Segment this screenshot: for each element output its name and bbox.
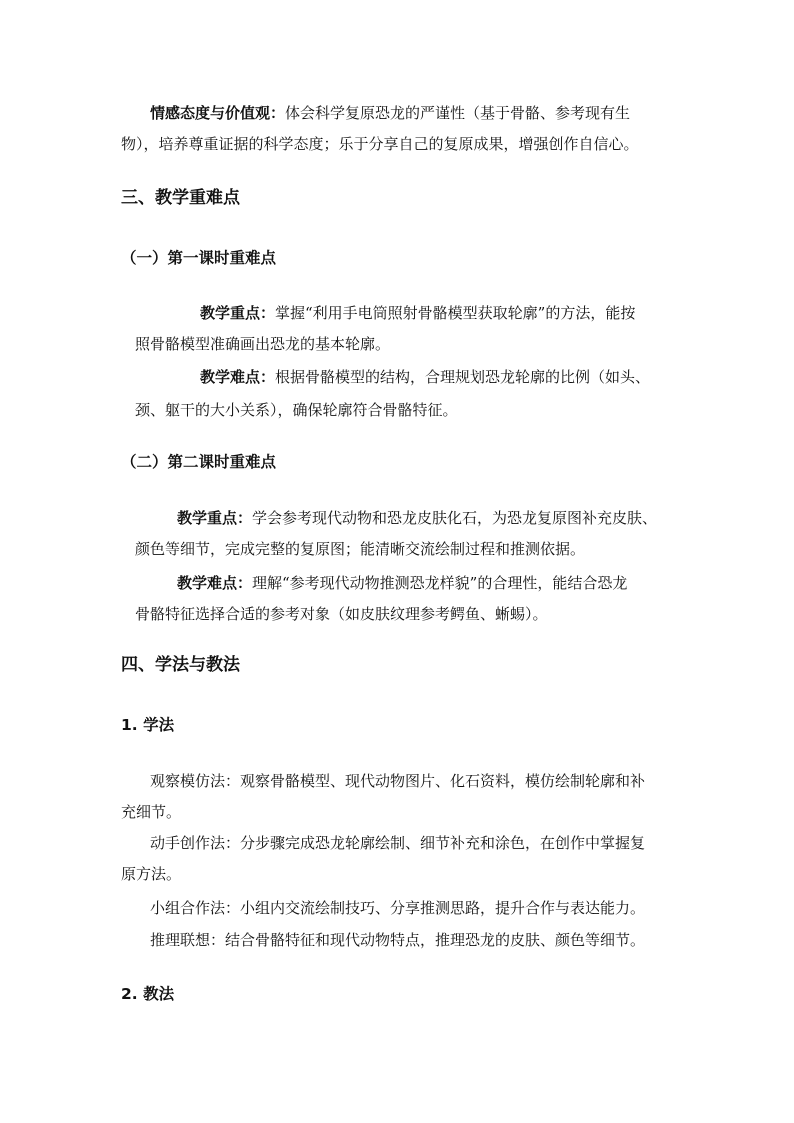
- sub2-difficulty-text1: 理解“参考现代动物推测恐龙样貌”的合理性，能结合恐龙: [252, 574, 628, 592]
- sub1-difficulty-line2: 颈、躯干的大小关系），确保轮廓符合骨骼特征。: [135, 401, 458, 419]
- sub1-difficulty-label: 教学难点：: [200, 368, 276, 386]
- sub1-focus-line1: [200, 296, 635, 330]
- sub1-focus-text1: 掌握“利用手电筒照射骨骼模型获取轮廓”的方法，能按: [275, 304, 636, 322]
- section4-sub1-heading: 1. 学法: [121, 716, 175, 734]
- sub2-focus-text1: 学会参考现代动物和恐龙皮肤化石，为恐龙复原图补充皮肤、: [252, 509, 658, 527]
- learning-method-create-line2: 原方法。: [121, 865, 182, 883]
- learning-method-observe-line1: 观察模仿法：观察骨骼模型、现代动物图片、化石资料，模仿绘制轮廓和补: [150, 772, 646, 790]
- sub1-difficulty-line1: [200, 360, 650, 394]
- sub2-difficulty-line1: [177, 566, 627, 600]
- learning-method-group: 小组合作法：小组内交流绘制技巧、分享推测思路，提升合作与表达能力。: [150, 899, 646, 917]
- sub2-difficulty-line2: 骨骼特征选择合适的参考对象（如皮肤纹理参考鳄鱼、蜥蜴）。: [135, 605, 548, 623]
- learning-method-create-line1: 动手创作法：分步骤完成恐龙轮廓绘制、细节补充和涂色，在创作中掌握复: [150, 834, 646, 852]
- emotion-text-line1: 体会科学复原恐龙的严谨性（基于骨骼、参考现有生: [285, 104, 631, 122]
- emotion-text-line2: 物），培养尊重证据的科学态度；乐于分享自己的复原成果，增强创作自信心。: [121, 135, 639, 153]
- sub1-focus-label: 教学重点：: [200, 304, 276, 322]
- emotion-paragraph-line1: [150, 96, 630, 130]
- sub2-focus-label: 教学重点：: [177, 509, 253, 527]
- section3-sub1-heading: （一）第一课时重难点: [121, 249, 277, 267]
- sub1-focus-line2: 照骨骼模型准确画出恐龙的基本轮廓。: [135, 335, 391, 353]
- section3-sub2-heading: （二）第二课时重难点: [121, 453, 277, 471]
- sub2-focus-line2: 颜色等细节，完成完整的复原图；能清晰交流绘制过程和推测依据。: [135, 540, 586, 558]
- learning-method-observe-line2: 充细节。: [121, 803, 182, 821]
- sub1-difficulty-text1: 根据骨骼模型的结构，合理规划恐龙轮廓的比例（如头、: [275, 368, 651, 386]
- sub2-focus-line1: [177, 501, 657, 535]
- learning-method-reason: 推理联想：结合骨骼特征和现代动物特点，推理恐龙的皮肤、颜色等细节。: [150, 931, 646, 949]
- emotion-label: 情感态度与价值观：: [150, 104, 286, 122]
- sub2-difficulty-label: 教学难点：: [177, 574, 253, 592]
- section4-heading: 四、学法与教法: [121, 655, 240, 675]
- section4-sub2-heading: 2. 教法: [121, 985, 175, 1003]
- section3-heading: 三、教学重难点: [121, 188, 240, 208]
